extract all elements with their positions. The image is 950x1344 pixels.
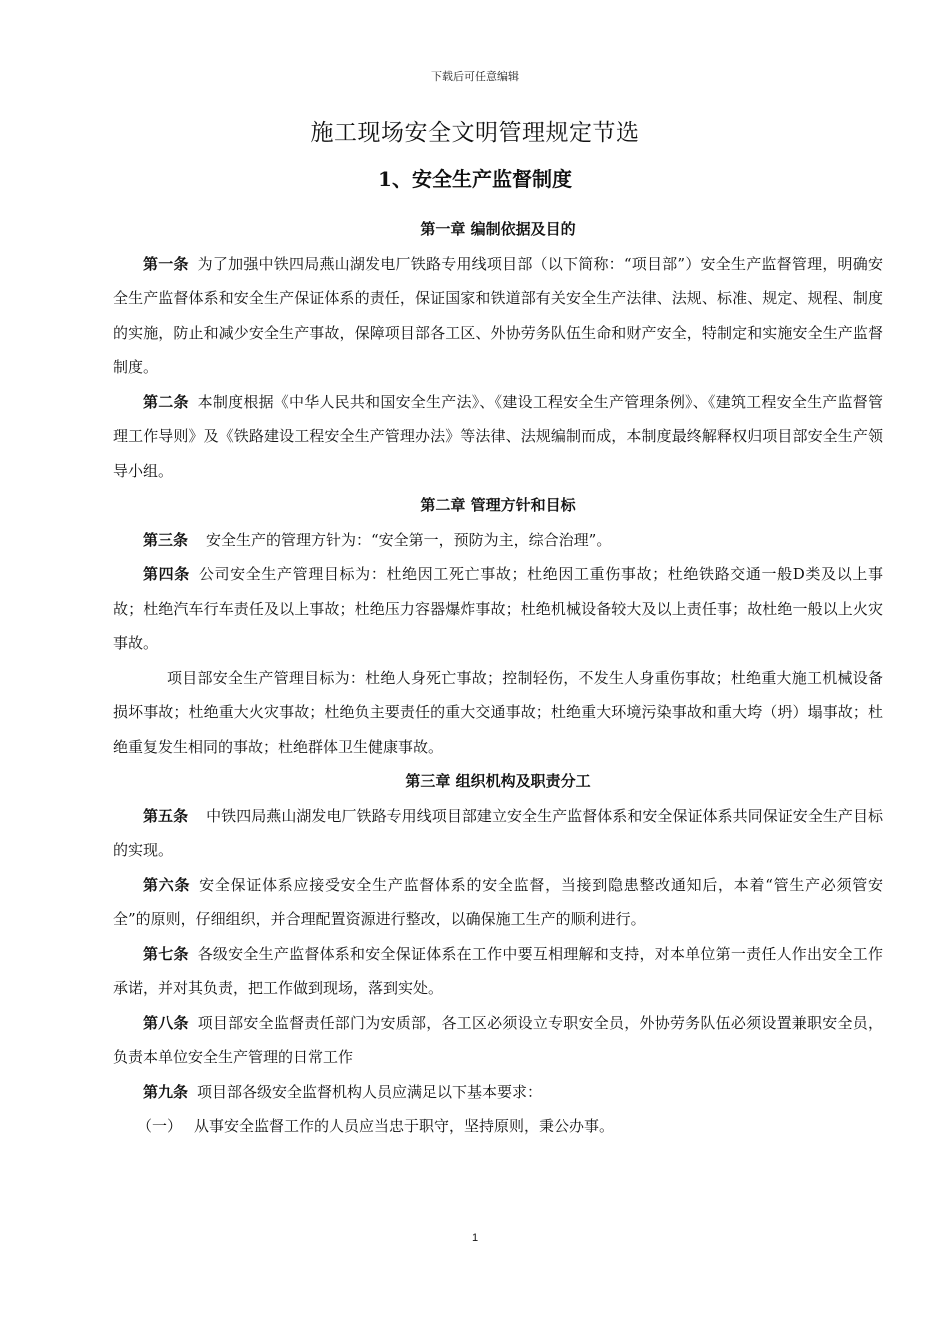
article-label: 第二条 [143, 392, 189, 411]
document-body [113, 212, 883, 1144]
article-text: 中铁四局燕山湖发电厂铁路专用线项目部建立安全生产监督体系和安全保证体系共同保证安全生产目标的实现。 [113, 806, 883, 859]
list-item-label: （一） [137, 1117, 183, 1135]
section-title: 1、安全生产监督制度 [378, 167, 572, 191]
page-header: 下载后可任意编辑 [431, 70, 519, 83]
article-paragraph [113, 385, 883, 489]
article-paragraph [113, 937, 883, 1006]
article-label: 第五条 [143, 806, 189, 825]
article-text: 公司安全生产管理目标为：杜绝因工死亡事故；杜绝因工重伤事故；杜绝铁路交通一般D类及以上事故；杜绝汽车行车责任及以上事故；杜绝压力容器爆炸事故；杜绝机械设备较大及以上责任事；故杜绝一般以上火灾事故。 [113, 565, 883, 652]
page-number: 1 [471, 1232, 479, 1244]
article-text: 各级安全生产监督体系和安全保证体系在工作中要互相理解和支持，对本单位第一责任人作出安全工作承诺，并对其负责，把工作做到现场，落到实处。 [113, 944, 883, 997]
article-paragraph [113, 799, 883, 868]
article-paragraph [113, 523, 883, 558]
article-text: 安全生产的管理方针为：“安全第一，预防为主，综合治理”。 [206, 530, 612, 549]
article-paragraph [113, 247, 883, 385]
article-text: 本制度根据《中华人民共和国安全生产法》、《建设工程安全生产管理条例》、《建筑工程安全生产监督管理工作导则》及《铁路建设工程安全生产管理办法》等法律、法规编制而成，本制度最终解释权归项目部安全生产领导小组。 [113, 392, 883, 480]
article-label: 第一条 [143, 254, 189, 273]
chapter-heading: 第一章 编制依据及目的 [420, 220, 576, 238]
list-item-text: 从事安全监督工作的人员应当忠于职守，坚持原则，秉公办事。 [194, 1117, 615, 1135]
chapter-heading: 第三章 组织机构及职责分工 [405, 772, 591, 790]
article-text: 为了加强中铁四局燕山湖发电厂铁路专用线项目部（以下简称：“项目部”）安全生产监督管理，明确安全生产监督体系和安全生产保证体系的责任，保证国家和铁道部有关安全生产法律、法规、标准、规定、规程、制度的实施，防止和减少安全生产事故，保障项目部各工区、外协劳务队伍生命和财产安全，特制定和实施安全生产监督制度。 [113, 254, 883, 376]
article-paragraph [113, 661, 883, 765]
article-text: 安全保证体系应接受安全生产监督体系的安全监督，当接到隐患整改通知后，本着“管生产必须管安全”的原则，仔细组织，并合理配置资源进行整改，以确保施工生产的顺利进行。 [113, 875, 883, 928]
article-label: 第七条 [143, 944, 189, 963]
article-text: 项目部安全监督责任部门为安质部，各工区必须设立专职安全员，外协劳务队伍必须设置兼职安全员，负责本单位安全生产管理的日常工作 [113, 1013, 883, 1066]
article-paragraph [113, 868, 883, 937]
article-text: 项目部安全生产管理目标为：杜绝人身死亡事故；控制轻伤，不发生人身重伤事故；杜绝重大施工机械设备损坏事故；杜绝重大火灾事故；杜绝负主要责任的重大交通事故；杜绝重大环境污染事故和重大垮（坍）塌事故；杜绝重复发生相同的事故；杜绝群体卫生健康事故。 [113, 668, 883, 756]
chapter-heading: 第二章 管理方针和目标 [420, 496, 576, 514]
article-paragraph [113, 1006, 883, 1075]
article-text: 项目部各级安全监督机构人员应满足以下基本要求： [197, 1082, 543, 1101]
document-title: 施工现场安全文明管理规定节选 [310, 120, 640, 146]
article-paragraph [113, 1109, 883, 1144]
article-label: 第三条 [143, 530, 189, 549]
article-label: 第八条 [143, 1013, 189, 1032]
article-label: 第四条 [143, 565, 190, 583]
article-label: 第九条 [143, 1082, 189, 1101]
article-paragraph [113, 557, 883, 661]
article-label: 第六条 [143, 875, 191, 894]
article-paragraph [113, 1075, 883, 1110]
